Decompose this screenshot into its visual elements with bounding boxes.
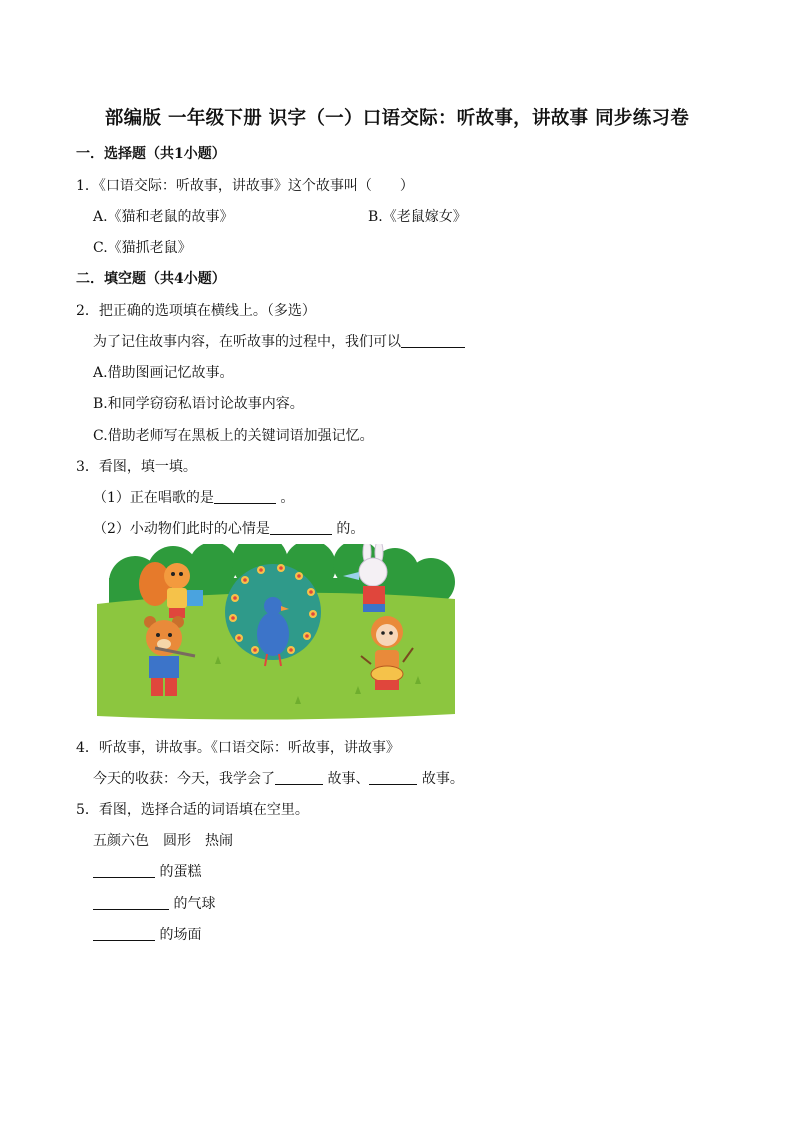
question-4-suffix: 故事。 [417, 771, 464, 787]
question-5-word-bank: 五颜六色 圆形 热闹 [93, 833, 233, 849]
question-5-blank-2[interactable] [93, 895, 169, 910]
question-1-option-a[interactable]: A.《猫和老鼠的故事》 [93, 209, 234, 225]
section-heading-choice: 一．选择题（共1小题） [76, 146, 226, 162]
question-2-option-c: C.借助老师写在黑板上的关键词语加强记忆。 [93, 428, 374, 444]
question-3-part-1-suffix: 。 [275, 490, 295, 506]
question-5-item-1-text: 的蛋糕 [155, 864, 202, 880]
question-5-item-1 [93, 861, 201, 881]
question-2-prompt-line [93, 331, 465, 351]
question-3-part-2-prefix: （2）小动物们此时的心情是 [93, 521, 270, 537]
page-title: 部编版 一年级下册 识字（一）口语交际：听故事，讲故事 同步练习卷 [104, 108, 690, 129]
section-heading-fill: 二．填空题（共4小题） [76, 271, 226, 287]
question-3-part-2-blank[interactable] [270, 520, 332, 535]
question-5-item-2-text: 的气球 [169, 896, 216, 912]
question-3-part-2-suffix: 的。 [331, 521, 365, 537]
question-4-blank-1[interactable] [275, 770, 323, 785]
question-3-part-1-blank[interactable] [214, 489, 276, 504]
question-5-stem: 5．看图，选择合适的词语填在空里。 [76, 802, 309, 818]
question-5-item-2 [93, 893, 215, 913]
question-2-prompt: 为了记住故事内容，在听故事的过程中，我们可以 [93, 334, 401, 350]
question-5-blank-1[interactable] [93, 863, 155, 878]
question-3-part-1-prefix: （1）正在唱歌的是 [93, 490, 214, 506]
question-2-option-a: A.借助图画记忆故事。 [93, 365, 234, 381]
question-5-item-3-text: 的场面 [155, 927, 202, 943]
question-4-stem: 4．听故事，讲故事。《口语交际：听故事，讲故事》 [76, 740, 400, 756]
question-4-blank-2[interactable] [369, 770, 417, 785]
animal-concert-illustration [95, 544, 457, 720]
question-4-prefix: 今天的收获：今天，我学会了 [93, 771, 275, 787]
question-2-option-b: B.和同学窃窃私语讨论故事内容。 [93, 396, 304, 412]
question-2-stem: 2．把正确的选项填在横线上。（多选） [76, 303, 316, 319]
question-4-line [93, 768, 464, 788]
question-1-option-c[interactable]: C.《猫抓老鼠》 [93, 240, 192, 256]
question-1-option-b[interactable]: B.《老鼠嫁女》 [368, 209, 467, 225]
question-5-item-3 [93, 924, 201, 944]
question-5-blank-3[interactable] [93, 926, 155, 941]
question-2-answer-blank[interactable] [401, 333, 465, 348]
question-3-stem: 3．看图，填一填。 [76, 459, 197, 475]
question-3-part-2 [93, 518, 364, 538]
question-4-middle: 故事、 [323, 771, 370, 787]
question-3-part-1 [93, 487, 294, 507]
question-1-stem: 1．《口语交际：听故事，讲故事》这个故事叫（ ） [76, 178, 414, 194]
